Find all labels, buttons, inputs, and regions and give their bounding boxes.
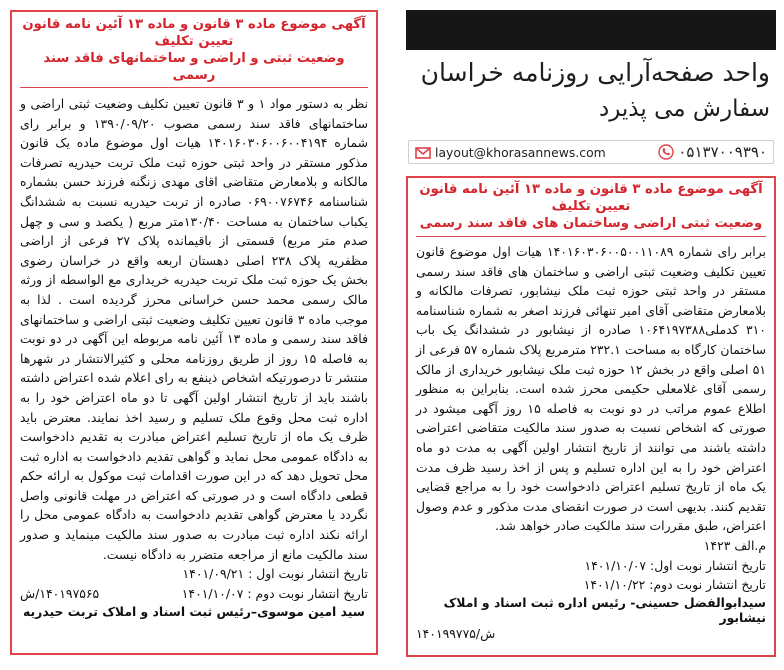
ad-banner-line-2: سفارش می پذیرد: [598, 96, 770, 122]
ad-banner-topbar: [406, 10, 776, 50]
left-notice-heading: [20, 16, 368, 84]
right-notice-heading-line-1: آگهی موضوع ماده ۳ قانون و ماده ۱۳ آئین نامه قانون تعیین تکلیف: [419, 182, 763, 214]
left-notice-pub-2-label: تاریخ انتشار نوبت دوم :: [247, 585, 368, 601]
left-notice-heading-line-1: آگهی موضوع ماده ۳ قانون و ماده ۱۳ آئین نامه قانون تعیین تکلیف: [22, 17, 366, 49]
left-notice: [10, 10, 378, 655]
left-notice-pub-1-label: تاریخ انتشار نوبت اول :: [248, 566, 368, 582]
left-notice-pub-2: [20, 584, 368, 604]
left-notice-pub-1: [20, 564, 368, 584]
email-icon: [415, 145, 431, 160]
left-notice-body: نظر به دستور مواد ۱ و ۳ قانون تعیین تکلیف وضعیت ثبتی اراضی و ساختمانهای فاقد سند رسمی مصوب ۱۳۹۰/۰۹/۲۰ و برابر رای شماره ۱۴۰۱۶۰۳۰۶۰۰۶۰۰۴۱۹۴ هیات اول موضوع ماده یک قانون مذکور مستقر در واحد ثبتی حوزه ثبت ملک تربت حیدریه تصرفات مالکانه و بلامعارض متقاضی اقای مهدی زنگنه فرزند حسن بشماره شناسنامه ۰۶۹۰۰۷۶۷۴۶ صادره از تربت حیدریه نسبت به ششدانگ یکباب ساختمان به مساحت ۱۳۰/۴۰متر مربع ( یکصد و سی و چهل صدم متر مربع) قسمتی از باقیمانده پلاک ۲۷ فرعی از اراضی مظفریه پلاک ۲۳۸ اصلی دهستان اربعه واقع در خراسان رضوی بخش یک حوزه ثبت ملک تربت حیدریه خریداری مع الواسطه از ورثه مالک رسمی محمد حسن خراسانی محرز گردیده است . لذا به موجب ماده ۳ قانون تعیین تکلیف وضعیت ثبتی اراضی و ساختمانهای فاقد سند رسمی و ماده ۱۳ آئین نامه مربوطه این آگهی در دو نوبت به فاصله ۱۵ روز از طریق روزنامه محلی و کثیرالانتشار در شهرها منتشر تا درصورتیکه اشخاص ذینفع به رای اعلام شده اعتراض داشته باشند باید از تاریخ انتشار اولین آگهی تا دو ماه اعتراض خود را به اداره ثبت محل وقوع ملک تسلیم و رسید اخذ نمایند. معترض باید ظرف یک ماه از تاریخ تسلیم اعتراض مبادرت به تقدیم دادخواست به دادگاه عمومی محل نماید و گواهی تقدیم دادخواست به اداره ثبت محل تحویل دهد که در این صورت اقدامات ثبت موکول به ارائه حکم قطعی دادگاه است و در صورتی که اعتراض در مهلت قانونی واصل نگردد یا معترض گواهی تقدیم دادخواست به دادگاه عمومی محل را ارائه نکند اداره ثبت مبادرت به صدور سند مالکیت مینماید و صدور سند مالکیت مانع از مراجعه متضرر به دادگاه نیست.: [20, 96, 369, 562]
right-notice-heading-line-2: وضعیت ثبتی اراضی وساختمان های فاقد سند رسمی: [419, 216, 763, 231]
ad-banner-email[interactable]: layout@khorasannews.com: [435, 144, 606, 160]
left-notice-heading-line-2: وضعیت ثبتی و اراضی و ساختمانهای فاقد سند رسمی: [43, 51, 345, 83]
ad-banner: [406, 10, 776, 161]
right-notice-pub-2: [416, 575, 766, 595]
ad-banner-contact: [408, 140, 774, 164]
left-notice-pub-1-date: ۱۴۰۱/۰۹/۲۱: [182, 566, 245, 582]
right-notice-heading: [416, 181, 766, 232]
left-notice-pub-2-date: ۱۴۰۱/۱۰/۰۷: [181, 585, 244, 601]
left-notice-signature: سید امین موسوی–رئیس ثبت اسناد و املاک تربت حیدریه: [23, 604, 365, 620]
right-notice-pub-1: [416, 556, 766, 576]
phone-icon: [658, 144, 674, 161]
ad-banner-phone[interactable]: ۰۵۱۳۷۰۰۹۳۹۰: [678, 143, 767, 161]
right-notice-ref-code: م.الف ۱۴۲۳: [703, 537, 766, 553]
right-notice: [406, 176, 776, 657]
ad-banner-line-1: واحد صفحه‌آرایی روزنامه خراسان: [420, 58, 770, 87]
left-notice-ref: ۱۴۰۱۹۷۵۶۵/ش: [20, 585, 100, 601]
right-notice-pub-2-label: تاریخ انتشار نوبت دوم:: [649, 577, 766, 593]
right-notice-body: برابر رای شماره ۱۴۰۱۶۰۳۰۶۰۰۵۰۰۱۱۰۸۹ هیات اول موضوع قانون تعیین تکلیف وضعیت ثبتی اراضی و ساختمان های فاقد سند رسمی مستقر در واحد ثبتی حوزه ثبت ملک نیشابور، تصرفات مالکانه و بلامعارض متقاضی آقای امیر تنهائی فرزند اصغر به شماره شناسنامه ۳۱۰ کدملی۱۰۶۴۱۹۷۳۸۸ صادره از نیشابور در ششدانگ یک باب ساختمان کارگاه به مساحت ۲۳۲.۱ مترمربع پلاک شماره ۵۷ فرعی از ۵۱ اصلی واقع در بخش ۱۲ حوزه ثبت ملک نیشابور خریداری از مالک رسمی آقای غلامعلی حکیمی محرز شده است. بنابراین به منظور اطلاع عموم مراتب در دو نوبت به فاصله ۱۵ روز آگهی میشود در صورتی که اشخاص نسبت به صدور سند مالکیت متقاضی اعتراضی داشته باشند می توانند از تاریخ انتشار اولین آگهی به مدت دو ماه اعتراض خود را به این اداره تسلیم و پس از اخذ رسید ظرف مدت یک ماه از تاریخ تسلیم اعتراض دادخواست خود را به مراجع قضایی تقدیم کنند. بدیهی است در صورت انقضای مدت مذکور و عدم وصول اعتراض، طبق مقررات سند مالکیت صادر خواهد شد.: [416, 244, 766, 534]
right-notice-pub-2-date: ۱۴۰۱/۱۰/۲۲: [583, 577, 646, 593]
right-notice-signature: سیدابوالفضل حسینی- رئیس اداره ثبت اسناد و املاک نیشابور: [443, 594, 766, 625]
right-notice-ref: ۱۴۰۱۹۹۷۷۵/ش: [416, 625, 496, 641]
right-notice-pub-1-label: تاریخ انتشار نوبت اول:: [650, 557, 766, 573]
right-notice-pub-1-date: ۱۴۰۱/۱۰/۰۷: [584, 557, 647, 573]
